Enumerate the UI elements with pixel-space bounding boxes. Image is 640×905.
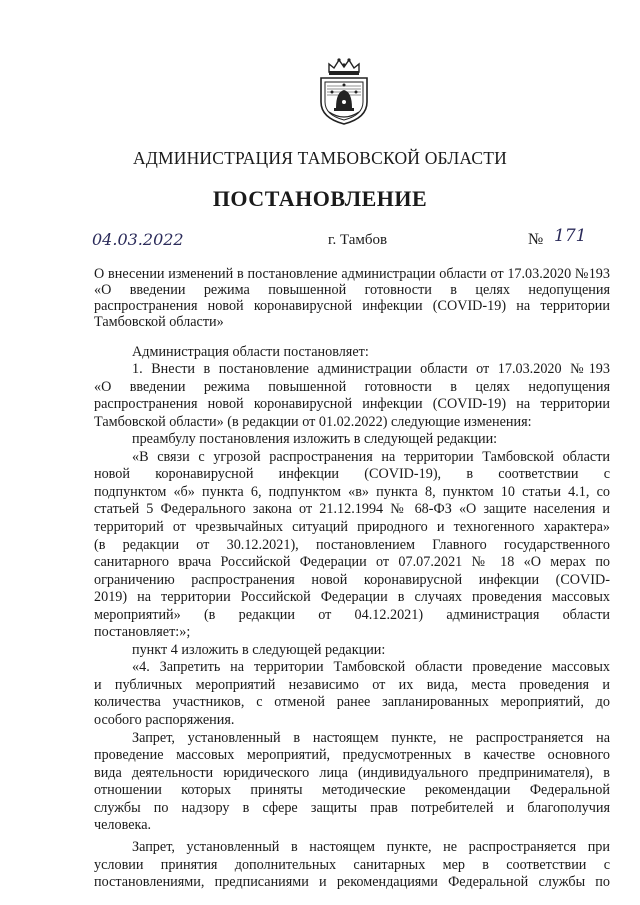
handwritten-number: 171 [554, 226, 587, 246]
body-line: человека. [94, 817, 152, 833]
body-line: количества участников, с отменой ранее запланированных мероприятий, до [94, 694, 610, 710]
body-line: проведение массовых мероприятий, предусмотренных в качестве основного [94, 747, 610, 763]
body-line: подпунктом «б» пункта 6, подпунктом «в» пункта 8, пунктом 10 статьи 4.1, со [94, 484, 610, 500]
body-line: «О введении режима повышенной готовности в целях недопущения [94, 379, 610, 395]
body-line: преамбулу постановления изложить в следующей редакции: [132, 431, 498, 447]
body-line: Запрет, установленный в настоящем пункте, не распространяется на [132, 730, 610, 746]
body-line: постановляет:»; [94, 624, 191, 640]
body-line: Тамбовской области» (в редакции от 01.02.2022) следующие изменения: [94, 414, 532, 430]
organization-title: АДМИНИСТРАЦИЯ ТАМБОВСКОЙ ОБЛАСТИ [133, 148, 507, 168]
body-line: территорий от чрезвычайных ситуаций природного и техногенного характера» [94, 519, 610, 535]
body-line: (в редакции от 30.12.2021), постановлением Главного государственного [94, 537, 610, 553]
body-line: новой коронавирусной инфекции (COVID-19), в соответствии с [94, 466, 610, 482]
body-line: санитарного врача Российской Федерации от 07.07.2021 № 18 «О мерах по [94, 554, 610, 570]
body-line: и публичных мероприятий независимо от их вида, места проведения и [94, 677, 610, 693]
city-label: г. Тамбов [328, 232, 388, 248]
body-line: мероприятий» (в редакции от 04.12.2021) администрация области [94, 607, 610, 623]
coat-of-arms-emblem [315, 56, 373, 126]
document-subject: О внесении изменений в постановление администрации области от 17.03.2020 №193 «О введении режима повышенной готовности в целях недопущения распространения новой коронавирусной инфекции (COVID-19) на территории Тамбовской области» [94, 266, 610, 330]
body-line: ограничению распространения новой коронавирусной инфекции (COVID- [94, 572, 610, 588]
handwritten-date: 04.03.2022 [92, 230, 184, 249]
body-line: вида деятельности юридического лица (индивидуального предпринимателя), в [94, 765, 610, 781]
document-type-heading: ПОСТАНОВЛЕНИЕ [212, 186, 428, 211]
body-line: отношении которых приняты методические рекомендации Федеральной [94, 782, 610, 798]
body-line: условии принятия дополнительных санитарных мер в соответствии с [94, 857, 610, 873]
body-line: «В связи с угрозой распространения на территории Тамбовской области [132, 449, 610, 465]
body-line: Запрет, установленный в настоящем пункте, не распространяется при [132, 839, 610, 855]
body-line: Администрация области постановляет: [132, 344, 369, 360]
body-line: «4. Запретить на территории Тамбовской области проведение массовых [132, 659, 610, 675]
body-line: распространения новой коронавирусной инфекции (COVID-19) на территории [94, 396, 610, 412]
body-line: постановлениями, предписаниями и рекомендациями Федеральной службы по [94, 874, 610, 890]
body-line: пункт 4 изложить в следующей редакции: [132, 642, 386, 658]
number-label: № [528, 231, 544, 248]
body-line: статьей 5 Федерального закона от 21.12.1994 № 68-ФЗ «О защите населения и [94, 501, 610, 517]
body-line: особого распоряжения. [94, 712, 235, 728]
body-line: 2019) на территории Российской Федерации в случаях проведения массовых [94, 589, 610, 605]
body-line: службы по надзору в сфере защиты прав потребителей и благополучия [94, 800, 610, 816]
body-line: 1. Внести в постановление администрации области от 17.03.2020 №193 [132, 361, 610, 377]
